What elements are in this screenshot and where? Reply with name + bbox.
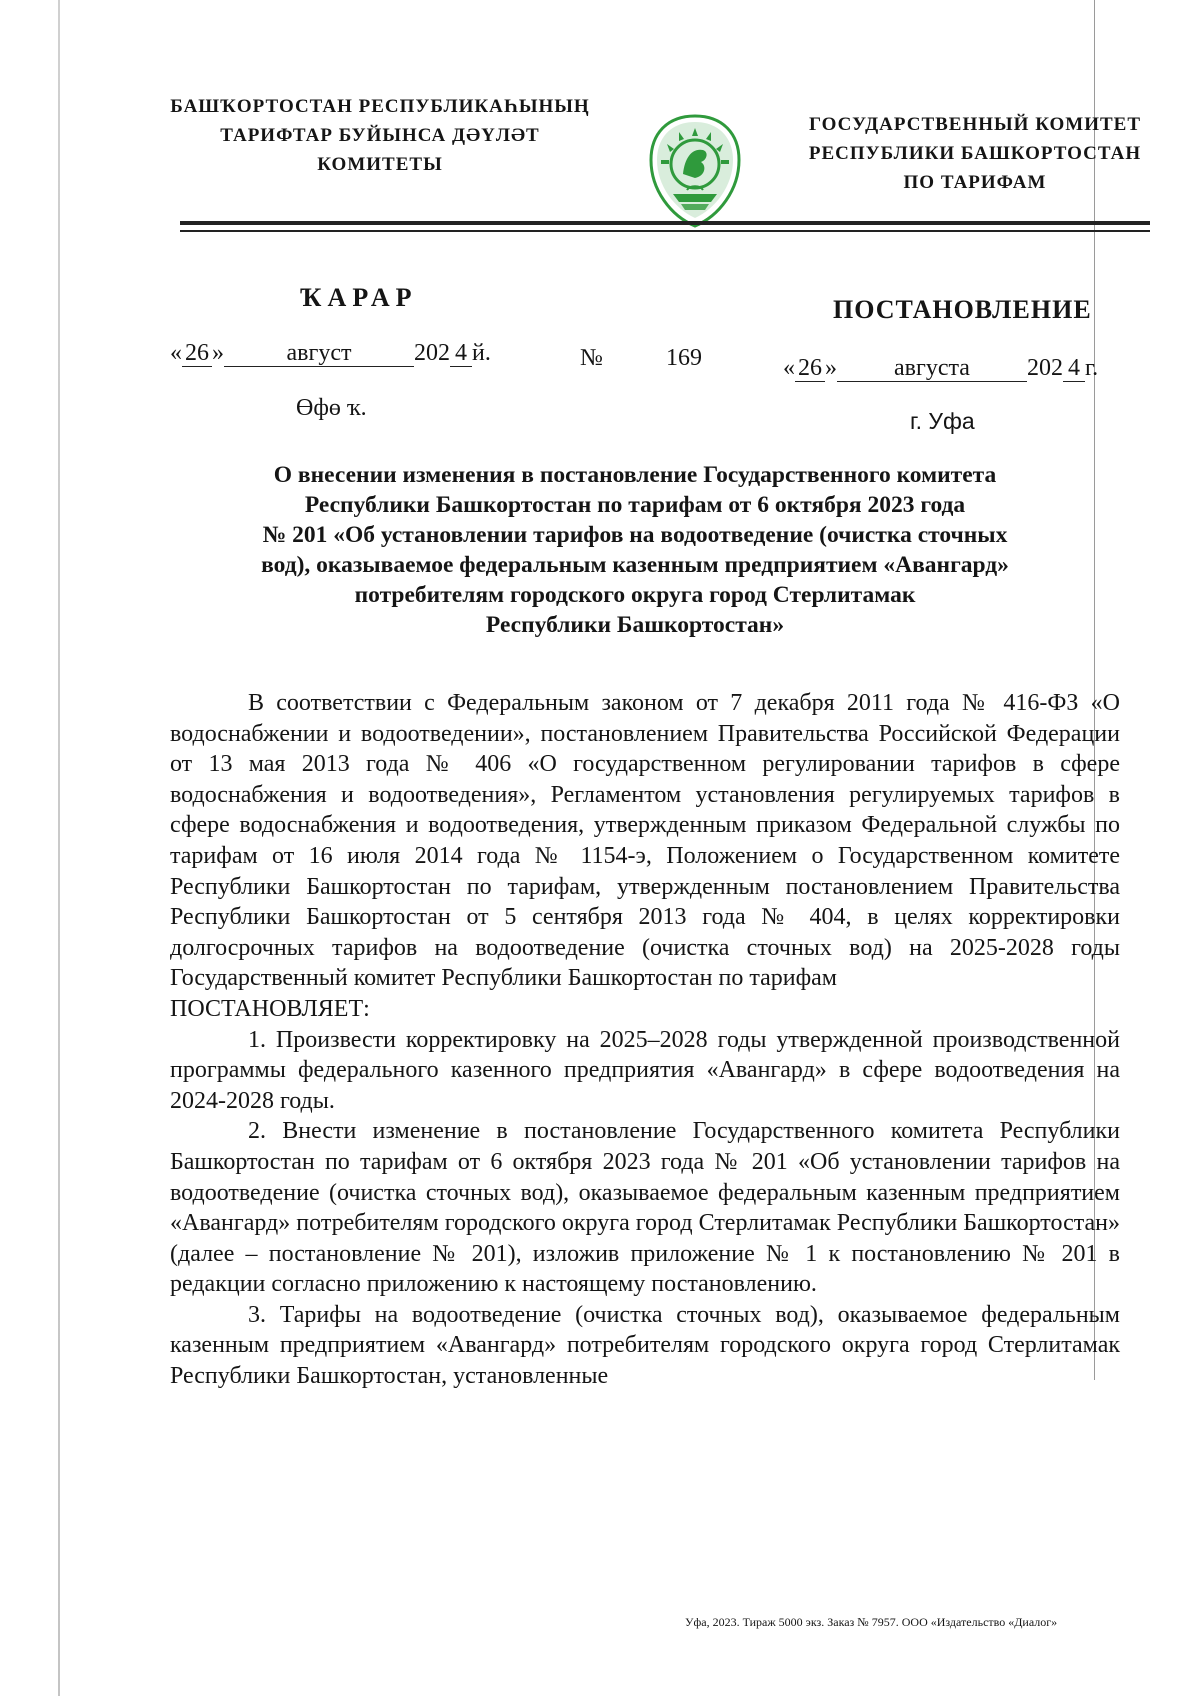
header-rule-thin (180, 230, 1150, 232)
number-sign: № (580, 345, 603, 371)
date-day: 26 (795, 355, 825, 382)
clause-2: 2. Внести изменение в постановление Государственного комитета Республики Башкортостан по тарифам от 6 октября 2023 года № 201 «Об установлении тарифов на водоотведение (очистка сточных вод), оказываемое федеральным казенным предприятием «Авангард» потребителям городского округа город Стерлитамак Республики Башкортостан» (далее – постановление № 201), изложив приложение № 1 к постановлению № 201 в редакции согласно приложению к настоящему постановлению. (170, 1118, 1120, 1298)
org-name-russian: ГОСУДАРСТВЕННЫЙ КОМИТЕТ РЕСПУБЛИКИ БАШКОРТОСТАН ПО ТАРИФАМ (808, 114, 1142, 193)
scan-edge-line (58, 0, 60, 1696)
date-year-digit: 4 (450, 340, 472, 367)
city-russian: г. Уфа (910, 408, 975, 434)
print-imprint: Уфа, 2023. Тираж 5000 экз. Заказ № 7957. ООО «Издательство «Диалог» (685, 1615, 1058, 1629)
date-year-suffix: г. (1085, 355, 1099, 381)
clause-3: 3. Тарифы на водоотведение (очистка сточных вод), оказываемое федеральным казенным предприятием «Авангард» потребителям городского округа город Стерлитамак Республики Башкортостан, установленные (170, 1301, 1120, 1390)
date-year-digit: 4 (1063, 355, 1085, 382)
date-year-prefix: 202 (1027, 355, 1063, 381)
date-line-russian: « 26 » августа 202 4 г. (783, 355, 1099, 381)
date-year-prefix: 202 (414, 340, 450, 366)
header-rule-thick (180, 221, 1150, 225)
date-day: 26 (182, 340, 212, 367)
date-month: август (224, 340, 414, 367)
decree-title-russian: ПОСТАНОВЛЕНИЕ (833, 295, 1092, 324)
clause-1: 1. Произвести корректировку на 2025–2028 годы утвержденной производственной программы федерального казенного предприятия «Авангард» в сфере водоотведения на 2024-2028 годы. (170, 1026, 1120, 1114)
decree-title-bashkir: ҠАРАР (300, 283, 418, 312)
date-line-bashkir: « 26 » август 202 4 й. (170, 340, 491, 366)
date-month: августа (837, 355, 1027, 382)
coat-of-arms-bashkortostan-icon (645, 112, 745, 232)
date-year-suffix: й. (472, 340, 491, 366)
org-name-bashkir: БАШҠОРТОСТАН РЕСПУБЛИКАҺЫНЫҢ ТАРИФТАР БУЙЫНСА ДӘҮЛӘТ КОМИТЕТЫ (170, 96, 590, 175)
decree-number: 169 (666, 345, 702, 371)
preamble-paragraph: В соответствии с Федеральным законом от 7 декабря 2011 года № 416-ФЗ «О водоснабжении и водоотведении», постановлением Правительства Российской Федерации от 13 мая 2013 года № 406 «О государственном регулировании тарифов в сфере водоснабжения и водоотведения», Регламентом установления регулируемых тарифов в сфере водоснабжения и водоотведения, утвержденным приказом Федеральной службы по тарифам от 16 июля 2014 года № 1154-э, Положением о Государственном комитете Республики Башкортостан по тарифам, утвержденным постановлением Правительства Республики Башкортостан от 5 сентября 2013 года № 404, в целях корректировки долгосрочных тарифов на водоотведение (очистка сточных вод) на 2025-2028 годы Государственный комитет Республики Башкортостан по тарифам (170, 690, 1120, 992)
resolves-label: ПОСТАНОВЛЯЕТ: (170, 995, 370, 1022)
city-bashkir: Өфө ҡ. (296, 395, 367, 421)
document-title: О внесении изменения в постановление Государственного комитета Республики Башкортостан по тарифам от 6 октября 2023 года № 201 «Об установлении тарифов на водоотведение (очистка сточных вод), оказываемое федеральным казенным предприятием «Авангард» потребителям городского округа город Стерлитамак Республики Башкортостан» (261, 462, 1009, 638)
document-body (170, 688, 1120, 1392)
